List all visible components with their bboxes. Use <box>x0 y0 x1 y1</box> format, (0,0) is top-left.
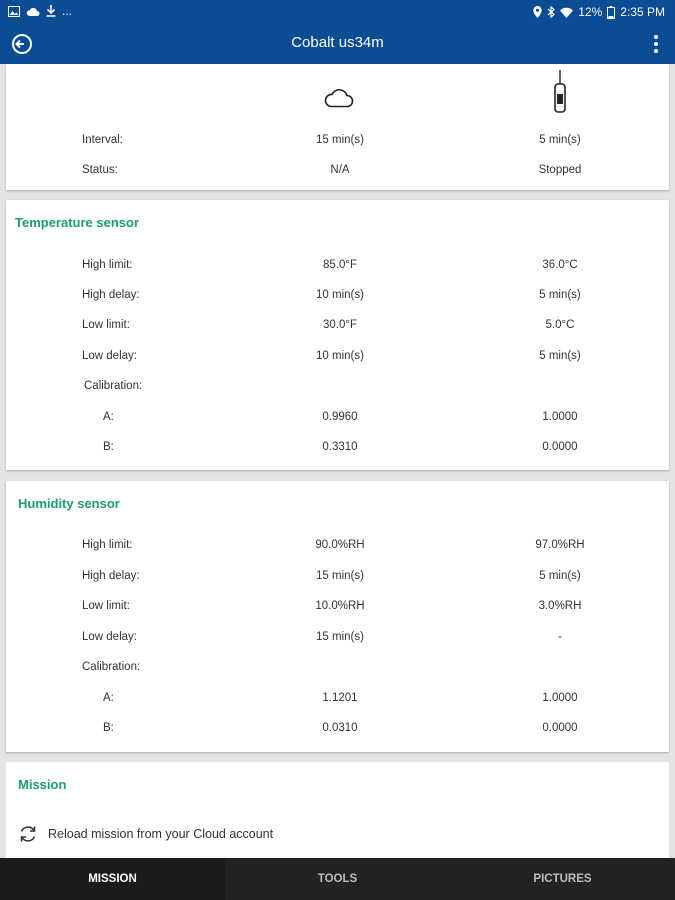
status-row <box>6 160 669 180</box>
cloud-value: 1.1201 <box>322 692 358 704</box>
section-title: Mission <box>18 777 67 792</box>
row-label: Low delay: <box>82 350 137 362</box>
row-label: Calibration: <box>82 661 141 673</box>
cloud-value: 15 min(s) <box>316 134 364 146</box>
cloud-value: 10.0%RH <box>315 600 365 612</box>
bottom-navigation <box>0 858 675 900</box>
temp-calibration-a-row <box>6 407 669 427</box>
row-label: Status: <box>82 164 118 176</box>
row-label: B: <box>103 722 114 734</box>
tab-tools[interactable]: TOOLS <box>317 873 358 885</box>
humidity-card <box>6 481 669 752</box>
battery-percent: 12% <box>578 5 603 19</box>
cloud-icon <box>324 88 354 108</box>
wifi-icon <box>560 7 573 18</box>
device-value: 5 min(s) <box>539 570 581 582</box>
interval-row <box>6 130 669 150</box>
hum-calibration-a-row <box>6 688 669 708</box>
sync-icon <box>18 824 38 844</box>
logger-device-icon <box>551 70 569 116</box>
row-label: A: <box>103 411 114 423</box>
page-title: Cobalt us34m <box>291 34 384 51</box>
cloud-value: 90.0%RH <box>315 539 365 551</box>
cloud-value: 85.0°F <box>322 259 357 271</box>
location-icon <box>533 6 542 18</box>
image-icon <box>8 6 20 17</box>
tab-pictures[interactable]: PICTURES <box>533 873 592 885</box>
temp-high-delay-row <box>6 285 669 305</box>
row-label: High delay: <box>82 570 140 582</box>
device-value: - <box>558 631 562 643</box>
row-label: High limit: <box>82 259 133 271</box>
device-value: 5 min(s) <box>539 289 581 301</box>
device-value: 0.0000 <box>542 722 578 734</box>
overview-card <box>6 64 669 190</box>
temp-calibration-b-row <box>6 437 669 457</box>
temp-high-limit-row <box>6 255 669 275</box>
temp-low-limit-row <box>6 315 669 335</box>
hum-low-delay-row <box>6 627 669 647</box>
cloud-value: 10 min(s) <box>316 350 364 362</box>
overflow-menu-icon[interactable] <box>649 32 663 56</box>
device-value: 97.0%RH <box>535 539 585 551</box>
row-label: High limit: <box>82 539 133 551</box>
bluetooth-icon <box>547 6 555 18</box>
temp-calibration-row <box>6 376 669 396</box>
hum-high-delay-row <box>6 566 669 586</box>
download-icon <box>46 5 56 17</box>
row-label: Low limit: <box>82 600 130 612</box>
section-title: Humidity sensor <box>18 496 120 511</box>
hum-low-limit-row <box>6 596 669 616</box>
battery-icon <box>607 6 615 19</box>
cloud-value: 10 min(s) <box>316 289 364 301</box>
device-value: 1.0000 <box>542 411 578 423</box>
row-label: Low limit: <box>82 319 130 331</box>
clock: 2:35 PM <box>620 5 665 19</box>
device-value: 36.0°C <box>542 259 578 271</box>
app-bar <box>0 24 675 64</box>
reload-mission-button[interactable] <box>18 824 273 844</box>
device-value: 5.0°C <box>545 319 575 331</box>
device-value: 5 min(s) <box>539 350 581 362</box>
cloud-value: N/A <box>330 164 350 176</box>
cloud-value: 15 min(s) <box>316 570 364 582</box>
cloud-value: 0.3310 <box>322 441 358 453</box>
device-value: Stopped <box>538 164 582 176</box>
row-label: B: <box>103 441 114 453</box>
more-notifications: ... <box>62 4 73 18</box>
cloud-value: 30.0°F <box>322 319 357 331</box>
hum-high-limit-row <box>6 535 669 555</box>
device-value: 5 min(s) <box>539 134 581 146</box>
row-label: A: <box>103 692 114 704</box>
temperature-card <box>6 200 669 470</box>
status-bar <box>0 0 675 24</box>
hum-calibration-row <box>6 657 669 677</box>
reload-mission-label: Reload mission from your Cloud account <box>48 827 274 841</box>
row-label: Calibration: <box>84 380 143 392</box>
row-label: Low delay: <box>82 631 137 643</box>
hum-calibration-b-row <box>6 718 669 738</box>
tab-mission[interactable]: MISSION <box>0 858 225 900</box>
section-title: Temperature sensor <box>15 215 140 230</box>
cloud-value: 0.9960 <box>322 411 358 423</box>
row-label: High delay: <box>82 289 140 301</box>
temp-low-delay-row <box>6 346 669 366</box>
device-value: 1.0000 <box>542 692 578 704</box>
mission-card <box>6 762 669 858</box>
cloud-value: 0.0310 <box>322 722 358 734</box>
device-value: 3.0%RH <box>538 600 582 612</box>
row-label: Interval: <box>82 134 123 146</box>
cloud-value: 15 min(s) <box>316 631 364 643</box>
device-value: 0.0000 <box>542 441 578 453</box>
cloud-upload-icon <box>26 6 40 17</box>
